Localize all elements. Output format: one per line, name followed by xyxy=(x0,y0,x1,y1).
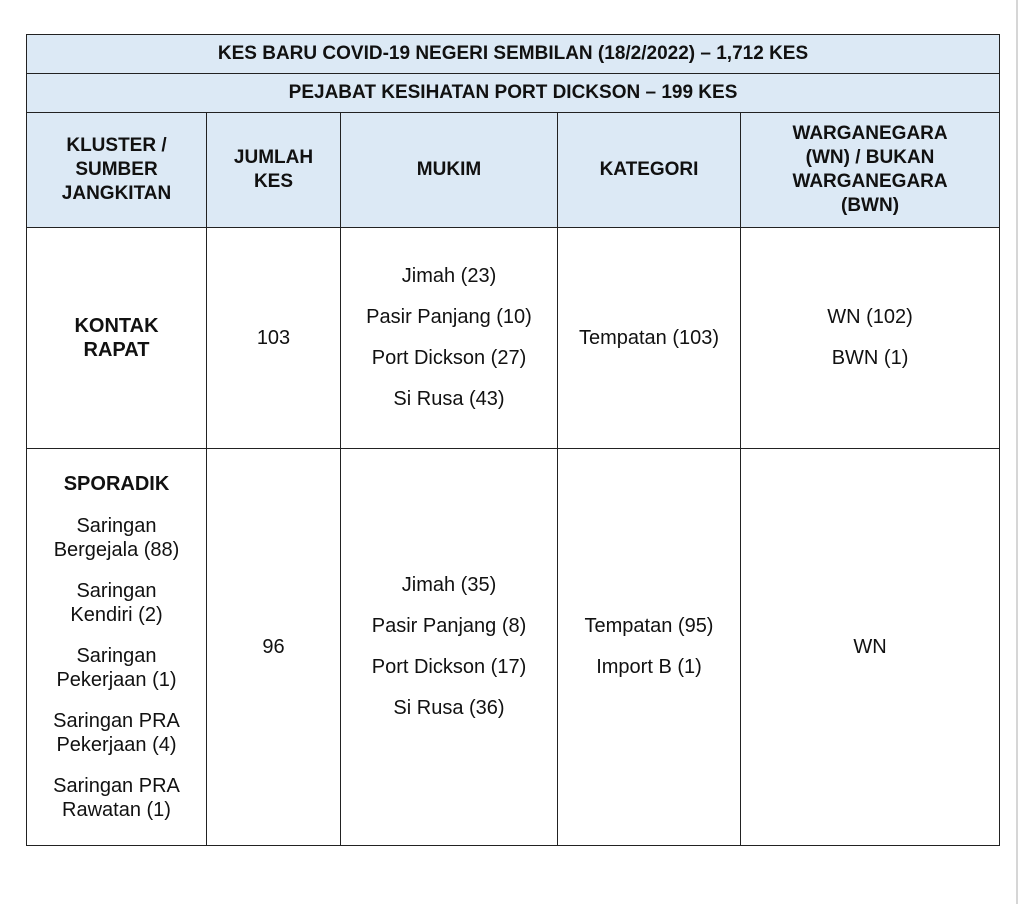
warganegara-list xyxy=(747,306,993,370)
jumlah-cell: 96 xyxy=(207,449,341,846)
mukim-list xyxy=(347,265,551,411)
kategori-list xyxy=(564,615,734,679)
list-item: Saringan Pekerjaan (1) xyxy=(56,645,177,691)
jumlah-cell: 103 xyxy=(207,228,341,449)
source-list xyxy=(33,514,200,822)
header-kluster: KLUSTER / SUMBER JANGKITAN xyxy=(27,113,207,228)
warganegara-cell xyxy=(741,228,1000,449)
list-item: Tempatan (95) xyxy=(584,615,714,637)
list-item: Jimah (35) xyxy=(401,574,497,596)
warganegara-cell xyxy=(741,449,1000,846)
list-item: WN xyxy=(853,635,887,658)
source-cell xyxy=(27,449,207,846)
page-edge-rule xyxy=(1016,0,1018,904)
list-item: BWN (1) xyxy=(831,347,909,369)
list-item: Jimah (23) xyxy=(401,265,497,287)
list-item: Port Dickson (27) xyxy=(371,347,527,369)
list-item: Pasir Panjang (8) xyxy=(371,615,527,637)
table-subtitle: PEJABAT KESIHATAN PORT DICKSON – 199 KES xyxy=(27,74,1000,113)
warganegara-list xyxy=(747,636,993,659)
list-item: Saringan Bergejala (88) xyxy=(53,515,180,561)
list-item: Import B (1) xyxy=(596,656,702,678)
source-title: SPORADIK xyxy=(63,473,170,495)
list-item: Saringan Kendiri (2) xyxy=(70,580,163,626)
kategori-cell xyxy=(558,228,741,449)
list-item: Saringan PRA Rawatan (1) xyxy=(53,775,180,821)
table-row xyxy=(27,228,1000,449)
list-item: Saringan PRA Pekerjaan (4) xyxy=(53,710,180,756)
header-mukim: MUKIM xyxy=(341,113,558,228)
mukim-cell xyxy=(341,449,558,846)
subtitle-row xyxy=(27,74,1000,113)
source-title: KONTAK RAPAT xyxy=(74,315,159,361)
list-item: Si Rusa (43) xyxy=(393,388,505,410)
header-jumlah: JUMLAH KES xyxy=(207,113,341,228)
table-row xyxy=(27,449,1000,846)
title-row xyxy=(27,35,1000,74)
list-item: Pasir Panjang (10) xyxy=(366,306,532,328)
list-item: WN (102) xyxy=(827,306,913,328)
header-row xyxy=(27,113,1000,228)
mukim-cell xyxy=(341,228,558,449)
covid-case-table xyxy=(26,34,1000,846)
kategori-list xyxy=(564,327,734,350)
header-warganegara: WARGANEGARA (WN) / BUKAN WARGANEGARA (BWN) xyxy=(741,113,1000,228)
list-item: Tempatan (103) xyxy=(578,326,720,349)
source-cell xyxy=(27,228,207,449)
table-title: KES BARU COVID-19 NEGERI SEMBILAN (18/2/2022) – 1,712 KES xyxy=(27,35,1000,74)
header-kategori: KATEGORI xyxy=(558,113,741,228)
mukim-list xyxy=(347,574,551,720)
list-item: Port Dickson (17) xyxy=(371,656,527,678)
list-item: Si Rusa (36) xyxy=(393,697,505,719)
kategori-cell xyxy=(558,449,741,846)
